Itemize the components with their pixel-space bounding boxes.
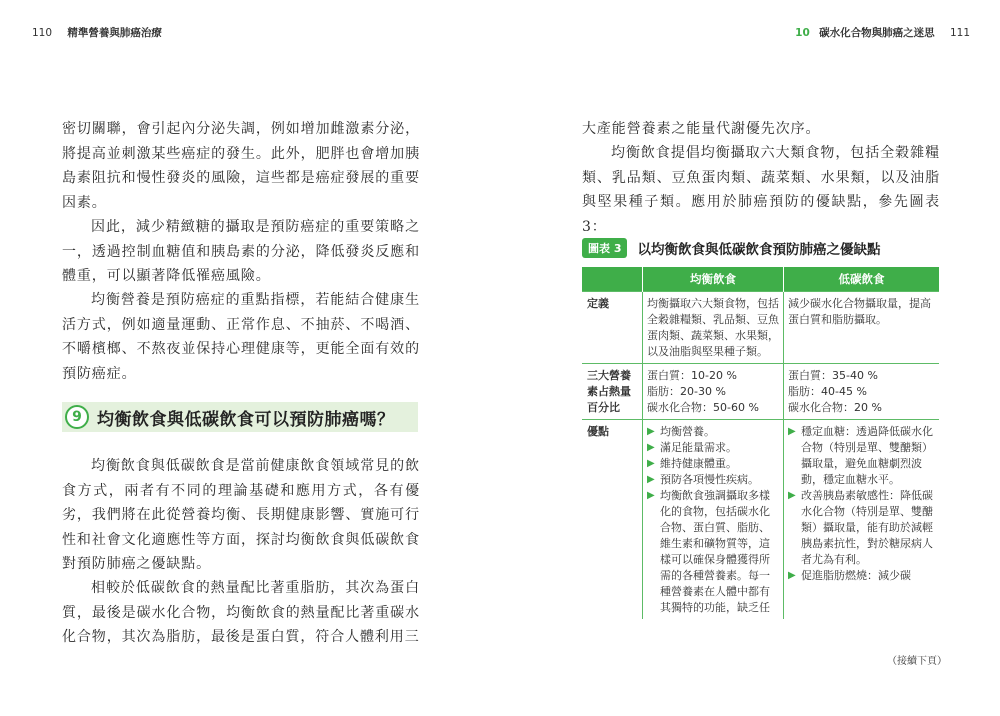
paragraph: 大產能營養素之能量代謝優先次序。 <box>582 121 821 137</box>
bullet-item: ▶ 促進脂肪燃燒：減少碳 <box>788 568 935 584</box>
table-cell <box>643 420 784 620</box>
figure-caption <box>582 238 880 258</box>
figure-title: 以均衡飲食與低碳飲食預防肺癌之優缺點 <box>637 242 881 258</box>
left-page-header <box>32 25 162 40</box>
left-page-number: 110 <box>32 27 53 39</box>
cell-line: 蛋白質：35-40 % <box>788 369 878 382</box>
bullet-item: ▶ 預防各項慢性疾病。 <box>647 472 779 488</box>
cell-line: 脂肪：40-45 % <box>788 385 867 398</box>
right-page <box>500 0 1000 716</box>
table-row <box>582 292 939 364</box>
bullet-item: ▶ 改善胰島素敏感性：降低碳水化合物（特別是單、雙醣類）攝取量，能有助於減輕胰島素抗性，對於糖尿病人者尤為有利。 <box>788 488 935 568</box>
table-cell <box>784 364 940 420</box>
table-header-row <box>582 267 939 292</box>
paragraph: 密切關聯，會引起內分泌失調，例如增加雌激素分泌，將提高並刺激某些癌症的發生。此外，肥胖也會增加胰島素阻抗和慢性發炎的風險，這些都是癌症發展的重要因素。 <box>62 121 420 211</box>
cell-line: 蛋白質：10-20 % <box>647 369 737 382</box>
bullet-item: ▶ 維持健康體重。 <box>647 456 779 472</box>
table-cell <box>643 364 784 420</box>
chapter-title: 碳水化合物與肺癌之迷思 <box>819 27 935 39</box>
table-cell: 均衡攝取六大類食物，包括全穀雜糧類、乳品類、豆魚蛋肉類、蔬菜類、水果類，以及油脂與堅果種子類。 <box>643 292 784 364</box>
bullet-item: ▶ 均衡飲食強調攝取多樣化的食物，包括碳水化合物、蛋白質、脂肪、維生素和礦物質等，這樣可以確保身體獲得所需的各種營養素。每一種營養素在人體中都有其獨特的功能，缺乏任 <box>647 488 779 616</box>
right-page-number: 111 <box>949 27 970 39</box>
bullet-item: ▶ 均衡營養。 <box>647 424 779 440</box>
cell-line: 碳水化合物：20 % <box>788 401 882 414</box>
continued-note: （接續下頁） <box>887 656 947 667</box>
row-label: 優點 <box>582 420 643 620</box>
table-cell: 減少碳水化合物攝取量，提高蛋白質和脂肪攝取。 <box>784 292 940 364</box>
table-cell <box>784 420 940 620</box>
paragraph: 均衡營養是預防癌症的重點指標，若能結合健康生活方式，例如適量運動、正常作息、不抽菸、不喝酒、不嚼檳榔、不熬夜並保持心理健康等，更能全面有效的預防癌症。 <box>62 292 420 382</box>
question-heading <box>62 402 418 432</box>
column-header-balanced: 均衡飲食 <box>643 267 784 292</box>
right-page-header <box>795 25 970 40</box>
bullet-item: ▶ 滿足能量需求。 <box>647 440 779 456</box>
table-row <box>582 420 939 620</box>
question-number-badge: 9 <box>65 405 89 429</box>
cell-line: 碳水化合物：50-60 % <box>647 401 759 414</box>
table-corner <box>582 267 643 292</box>
row-label: 三大營養素占熱量百分比 <box>582 364 643 420</box>
bullet-item: ▶ 穩定血糖：透過降低碳水化合物（特別是單、雙醣類）攝取量，避免血糖劇烈波動，穩定血糖水平。 <box>788 424 935 488</box>
paragraph: 均衡飲食與低碳飲食是當前健康飲食領域常見的飲食方式，兩者有不同的理論基礎和應用方式，各有優劣，我們將在此從營養均衡、長期健康影響、實施可行性和社會文化適應性等方面，探討均衡飲食與低碳飲食對預防肺癌之優缺點。 <box>62 458 420 572</box>
table-row <box>582 364 939 420</box>
comparison-table <box>582 267 939 619</box>
book-title: 精準營養與肺癌治療 <box>67 27 162 39</box>
paragraph: 均衡飲食提倡均衡攝取六大類食物，包括全穀雜糧類、乳品類、豆魚蛋肉類、蔬菜類、水果類，以及油脂與堅果種子類。應用於肺癌預防的優缺點，參先圖表 3： <box>582 145 940 235</box>
column-header-lowcarb: 低碳飲食 <box>784 267 940 292</box>
cell-line: 脂肪：20-30 % <box>647 385 726 398</box>
paragraph: 因此，減少精緻糖的攝取是預防癌症的重要策略之一，透過控制血糖值和胰島素的分泌，降低發炎反應和體重，可以顯著降低罹癌風險。 <box>62 219 420 284</box>
chapter-number: 10 <box>795 27 810 39</box>
figure-badge: 圖表 3 <box>582 238 627 258</box>
question-title: 均衡飲食與低碳飲食可以預防肺癌嗎？ <box>97 409 395 430</box>
row-label: 定義 <box>582 292 643 364</box>
paragraph: 相較於低碳飲食的熱量配比著重脂肪，其次為蛋白質，最後是碳水化合物，均衡飲食的熱量配比著重碳水化合物，其次為脂肪，最後是蛋白質，符合人體利用三 <box>62 580 420 645</box>
